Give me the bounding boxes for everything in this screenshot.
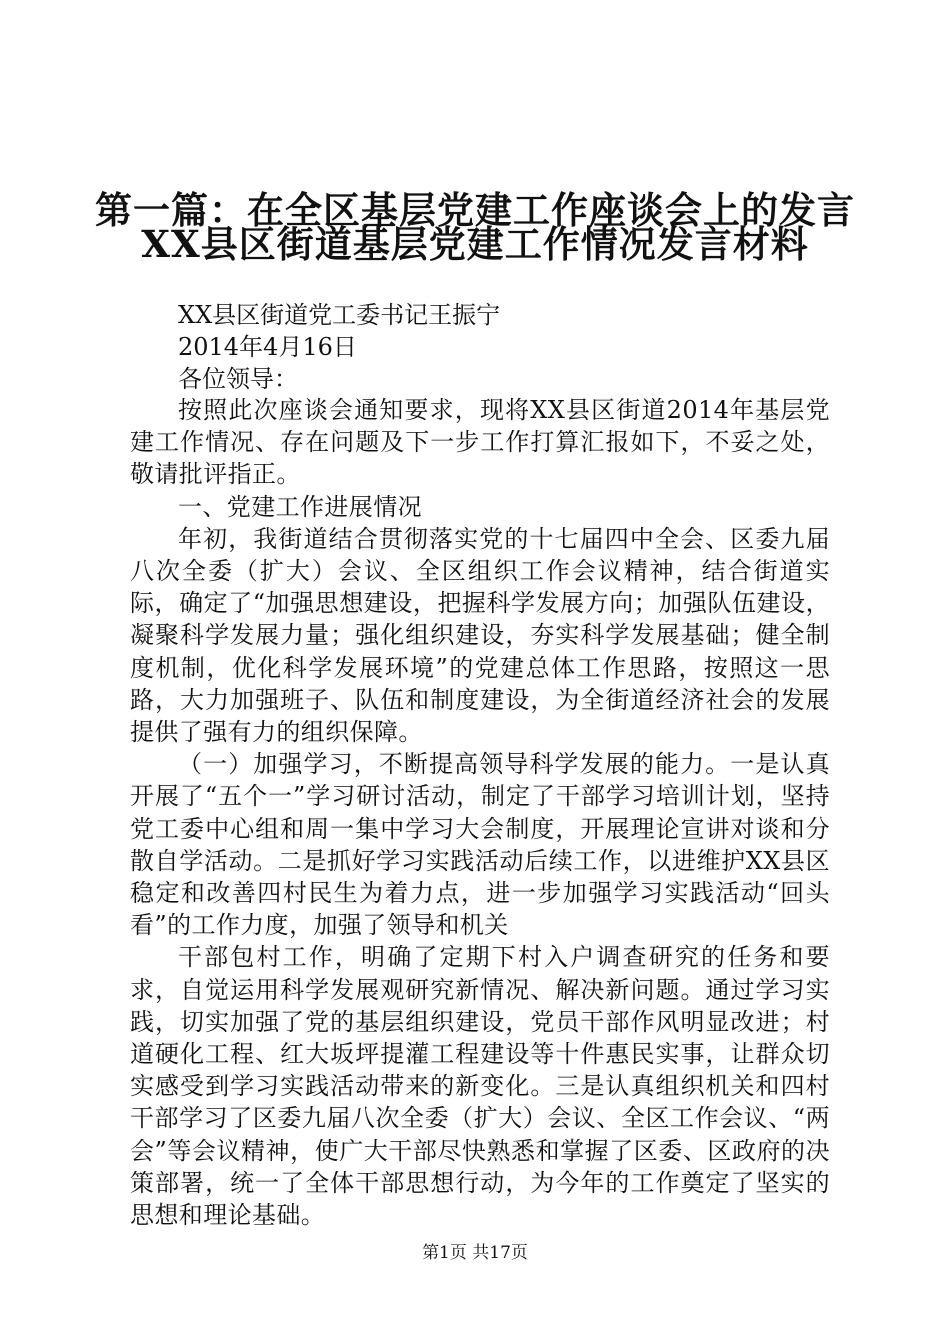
salutation: 各位领导： [178,365,298,393]
date-line: 2014年4月16日 [178,333,357,361]
body-paragraph: （一）加强学习，不断提高领导科学发展的能力。一是认真开展了“五个一”学习研讨活动，制定了干部学习培训计划，坚持党工委中心组和周一集中学习大会制度，开展理论宣讲对谈和分散自学活动。二是抓好学习实践活动后续工作，以进维护XX县区稳定和改善四村民生为着力点，进一步加强学习实践活动“回头看”的工作力度，加强了领导和机关 [130,750,830,940]
document-subtitle: XX县区街道基层党建工作情况发言材料 [141,222,809,266]
document-title: 第一篇：在全区基层党建工作座谈会上的发言 [95,188,855,232]
body-paragraph: 干部包村工作，明确了定期下村入户调查研究的任务和要求，自觉运用科学发展观研究新情况、解决新问题。通过学习实践，切实加强了党的基层组织建设，党员干部作风明显改进；村道硬化工程、红大坂坪提灌工程建设等十件惠民实事，让群众切实感受到学习实践活动带来的新变化。三是认真组织机关和四村干部学习了区委九届八次全委（扩大）会议、全区工作会议、“两会”等会议精神，使广大干部尽快熟悉和掌握了区委、区政府的决策部署，统一了全体干部思想行动，为今年的工作奠定了坚实的思想和理论基础。 [130,943,830,1230]
page-number: 第1页 共17页 [422,1243,528,1263]
body-paragraph: 按照此次座谈会通知要求，现将XX县区街道2014年基层党建工作情况、存在问题及下一步工作打算汇报如下，不妥之处，敬请批评指正。 [130,396,830,489]
section-heading: 一、党建工作进展情况 [178,492,422,521]
document-body [130,394,830,1231]
author-line: XX县区街道党工委书记王振宁 [178,301,501,329]
body-paragraph: 年初，我街道结合贯彻落实党的十七届四中全会、区委九届八次全委（扩大）会议、全区组织工作会议精神，结合街道实际，确定了“加强思想建设，把握科学发展方向；加强队伍建设，凝聚科学发展力量；强化组织建设，夯实科学发展基础；健全制度机制，优化科学发展环境”的党建总体工作思路，按照这一思路，大力加强班子、队伍和制度建设，为全街道经济社会的发展提供了强有力的组织保障。 [130,524,830,747]
